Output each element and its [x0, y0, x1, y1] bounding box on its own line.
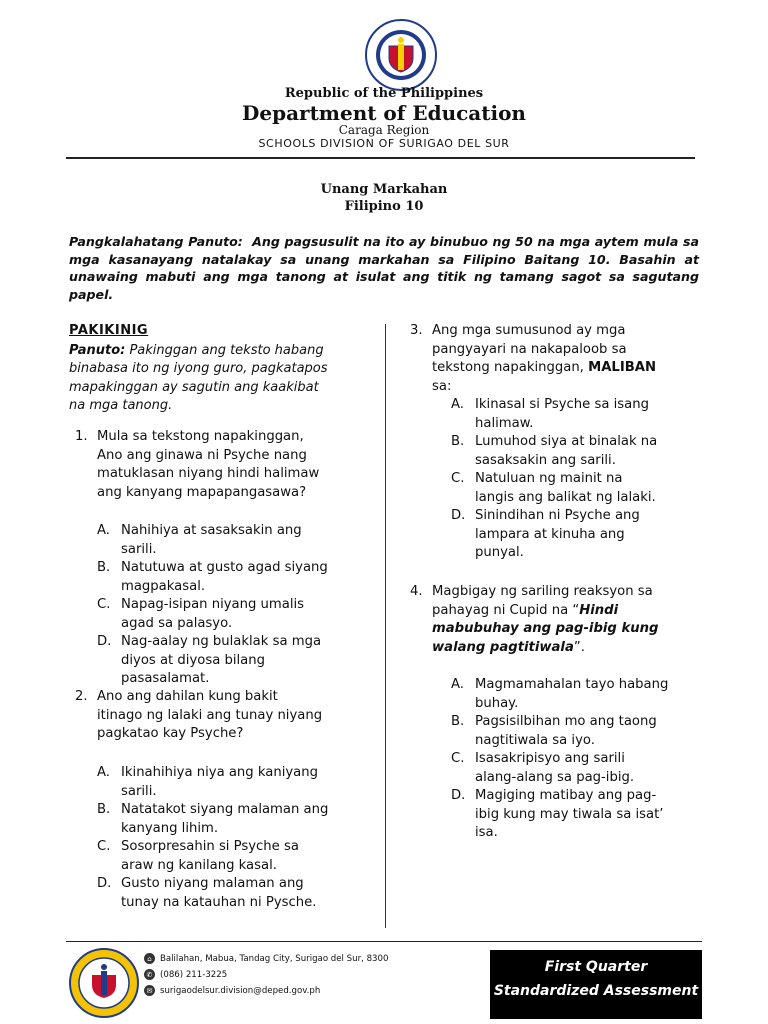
choice-line: buhay. [475, 695, 519, 711]
question-number: 4. [410, 584, 423, 599]
question-text-line: ang kanyang mapapangasawa? [97, 484, 307, 500]
section-instructions-line: binabasa ito ng iyong guro, pagkatapos [69, 361, 328, 377]
department-name: Department of Education [242, 101, 526, 125]
footer-email [144, 985, 320, 996]
choice-text [121, 559, 328, 596]
general-instructions-text: Ang pagsusulit na ito ay binubuo ng 50 na mga aytem mula sa mga kasanayang natalakay sa unang markahan sa Filipino Baitang 10. Basahin at unawaing mabuti ang mga tanong at isulat ang titik ng tamang sagot sa sagutang papel. [69, 234, 699, 302]
column-divider [385, 324, 386, 928]
choice-text [121, 522, 302, 559]
footer-phone [144, 969, 227, 980]
footer-address [144, 953, 388, 964]
question-number: 2. [75, 689, 88, 704]
division-label: SCHOOLS DIVISION OF SURIGAO DEL SUR [258, 137, 510, 150]
choice-letter: C. [451, 471, 465, 486]
choice-letter: C. [451, 751, 465, 766]
choice-text [121, 633, 321, 689]
assessment-badge-line: Standardized Assessment [493, 983, 699, 999]
question-2 [75, 688, 375, 748]
choice-line: Magmamahalan tayo habang [475, 677, 669, 692]
choice-line: sasaksakin ang sarili. [475, 452, 616, 468]
question-text-line: Mula sa tekstong napakinggan, [97, 429, 304, 444]
choice-line: Ikinasal si Psyche sa isang [475, 397, 649, 412]
choice-text [475, 713, 657, 750]
choice-line: Natutuwa at gusto agad siyang [121, 560, 328, 575]
republic-label: Republic of the Philippines [284, 86, 484, 101]
section-title: PAKIKINIG [69, 323, 149, 338]
quote-text: Hindi [579, 602, 619, 618]
question-3-choices [451, 396, 721, 566]
question-emphasis: MALIBAN [588, 360, 657, 376]
deped-seal-logo [364, 18, 438, 92]
choice-letter: A. [97, 765, 110, 780]
question-text-line: itinago ng lalaki ang tunay niyang [97, 707, 323, 723]
section-instructions-line: na mga tanong. [69, 398, 173, 414]
choice-letter: A. [451, 677, 464, 692]
choice-line: isa. [475, 825, 498, 841]
choice-letter: C. [97, 597, 111, 612]
header-divider [66, 157, 695, 159]
question-text-line: Ano ang ginawa ni Psyche nang [97, 447, 307, 463]
question-number: 1. [75, 429, 88, 444]
choice-line: diyos at diyosa bilang [121, 652, 265, 668]
section-instructions-line: Pakinggan ang teksto habang [129, 343, 324, 358]
quarter-title: Unang Markahan [320, 182, 448, 197]
question-text-line: pangyayari na nakapaloob sa [432, 341, 627, 357]
question-text-line: Ang mga sumusunod ay mga [432, 323, 626, 338]
choice-line: Gusto niyang malaman ang [121, 876, 304, 891]
question-text-line: tekstong napakinggan, [432, 360, 584, 376]
question-3 [410, 322, 710, 398]
question-1 [75, 428, 375, 508]
choice-line: ibig kung may tiwala sa isat’ [475, 806, 664, 822]
choice-text [121, 801, 328, 838]
email-text: surigaodelsur.division@deped.gov.ph [160, 985, 321, 996]
choice-line: Napag-isipan niyang umalis [121, 597, 305, 612]
question-text-line: pagkatao kay Psyche? [97, 726, 244, 742]
choice-line: lampara at kinuha ang [475, 526, 625, 542]
choice-letter: B. [451, 434, 465, 449]
choice-text [475, 787, 663, 843]
choice-letter: D. [97, 634, 112, 649]
choice-line: Isasakripisyo ang sarili [475, 751, 625, 766]
choice-line: Nag-aalay ng bulaklak sa mga [121, 634, 322, 649]
choice-line: magpakasal. [121, 578, 206, 594]
home-icon: ⌂ [144, 953, 155, 964]
choice-line: sarili. [121, 783, 157, 799]
region-label: Caraga Region [338, 123, 430, 137]
section-instructions-label: Panuto: [69, 343, 126, 358]
quote-text: walang pagtitiwala [432, 639, 574, 655]
choice-letter: B. [451, 714, 465, 729]
choice-line: langis ang balikat ng lalaki. [475, 489, 656, 505]
question-text-line: Magbigay ng sariling reaksyon sa [432, 584, 653, 599]
choice-text [475, 433, 657, 470]
choice-line: Sinindihan ni Psyche ang [475, 508, 640, 523]
choice-letter: D. [97, 876, 112, 891]
assessment-badge-line: First Quarter [544, 959, 648, 975]
choice-line: agad sa palasyo. [121, 615, 233, 631]
choice-letter: D. [451, 508, 466, 523]
choice-letter: A. [451, 397, 464, 412]
quote-close: ”. [573, 639, 585, 655]
question-number: 3. [410, 323, 423, 338]
choice-letter: C. [97, 839, 111, 854]
phone-text: (086) 211-3225 [160, 969, 228, 980]
general-instructions [69, 233, 699, 303]
question-2-choices [97, 764, 377, 914]
choice-text [121, 596, 304, 633]
choice-line: sarili. [121, 541, 157, 557]
section-instructions-line: mapakinggan ay sagutin ang kaakibat [69, 379, 319, 395]
choice-text [121, 764, 318, 801]
subject-title: Filipino 10 [344, 199, 424, 214]
choice-line: Natuluan ng mainit na [475, 471, 623, 486]
choice-line: Sosorpresahin si Psyche sa [121, 839, 299, 854]
choice-text [475, 470, 656, 507]
question-1-choices [97, 522, 377, 688]
general-instructions-label: Pangkalahatang Panuto: [69, 234, 243, 249]
choice-text [475, 676, 668, 713]
choice-line: Nahihiya at sasaksakin ang [121, 523, 302, 538]
choice-line: Pagsisilbihan mo ang taong [475, 714, 657, 729]
question-text-line: sa: [432, 378, 452, 394]
choice-line: kanyang lihim. [121, 820, 219, 836]
choice-line: pasasalamat. [121, 671, 210, 687]
question-4-choices [451, 676, 721, 846]
address-text: Balilahan, Mabua, Tandag City, Surigao del Sur, 8300 [160, 953, 389, 964]
choice-text [121, 875, 316, 912]
assessment-badge [490, 950, 702, 1019]
question-text-line: pahayag ni Cupid na “ [432, 602, 580, 618]
choice-line: Ikinahihiya niya ang kaniyang [121, 765, 318, 780]
question-4 [410, 583, 710, 661]
choice-line: punyal. [475, 545, 524, 561]
email-icon: ✉ [144, 985, 155, 996]
choice-line: nagtitiwala sa iyo. [475, 732, 595, 748]
choice-text [121, 838, 299, 875]
division-seal-logo [68, 947, 140, 1019]
choice-line: halimaw. [475, 415, 534, 431]
phone-icon: ✆ [144, 969, 155, 980]
choice-letter: B. [97, 560, 111, 575]
question-text-line: Ano ang dahilan kung bakit [97, 689, 278, 704]
choice-letter: B. [97, 802, 111, 817]
footer-divider [66, 941, 702, 942]
choice-line: tunay na katauhan ni Pysche. [121, 894, 317, 910]
question-text-line: matuklasan niyang hindi halimaw [97, 466, 320, 482]
choice-line: alang-alang sa pag-ibig. [475, 769, 635, 785]
choice-line: Magiging matibay ang pag- [475, 788, 657, 803]
choice-line: Lumuhod siya at binalak na [475, 434, 658, 449]
choice-line: araw ng kanilang kasal. [121, 857, 277, 873]
choice-text [475, 396, 649, 433]
choice-text [475, 507, 640, 563]
choice-letter: D. [451, 788, 466, 803]
quote-text: mabubuhay ang pag-ibig kung [432, 621, 659, 637]
choice-line: Natatakot siyang malaman ang [121, 802, 329, 817]
section-instructions [69, 342, 369, 416]
choice-text [475, 750, 634, 787]
choice-letter: A. [97, 523, 110, 538]
